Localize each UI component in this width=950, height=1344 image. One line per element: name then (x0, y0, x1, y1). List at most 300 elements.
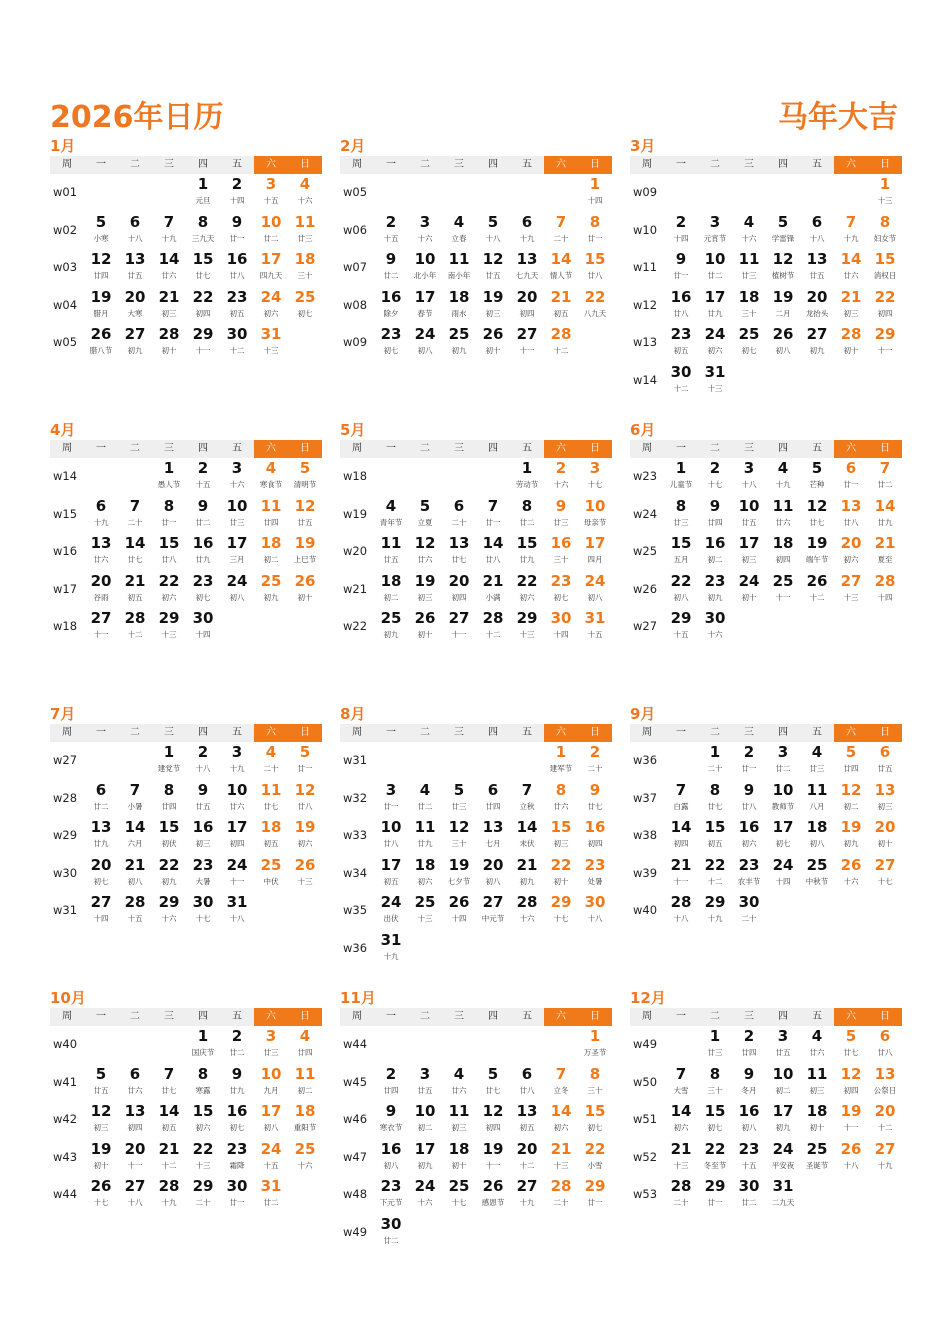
day-number: 31 (260, 1177, 282, 1196)
day-cell (408, 780, 442, 818)
weekday-label: 日 (578, 724, 612, 742)
day-number: 20 (90, 571, 112, 590)
weekday-label: 日 (868, 724, 902, 742)
day-number: 24 (414, 1177, 436, 1196)
day-cell (442, 1139, 476, 1177)
day-cell (118, 533, 152, 571)
day-cell (118, 892, 152, 930)
day-number: 2 (231, 1027, 243, 1045)
day-cell (578, 742, 612, 780)
lunar-label: 廿三 (741, 271, 757, 281)
day-cell (442, 287, 476, 325)
week-row (630, 287, 902, 325)
lunar-label: 五月 (673, 555, 689, 565)
day-number: 27 (516, 1177, 538, 1196)
day-cell (766, 496, 800, 534)
day-number: 22 (192, 287, 214, 306)
lunar-label: 十一 (775, 592, 791, 602)
weekday-label: 日 (868, 440, 902, 458)
week-number: w40 (633, 903, 658, 918)
day-number: 26 (806, 571, 828, 590)
month-title: 4月 (50, 421, 76, 439)
lunar-label: 二十 (741, 914, 757, 924)
lunar-label: 初九 (843, 839, 859, 849)
day-number: 7 (845, 212, 857, 231)
day-number: 6 (521, 1064, 533, 1083)
month-title: 1月 (50, 137, 76, 155)
weekday-label: 一 (386, 159, 396, 170)
lunar-label: 芒种 (809, 480, 825, 489)
weekday-label: 三 (164, 443, 174, 454)
day-number: 7 (129, 780, 141, 799)
day-number: 7 (163, 1064, 175, 1083)
month-block (340, 420, 612, 646)
week-row (50, 1026, 322, 1064)
lunar-label: 十二 (707, 876, 723, 886)
lunar-label: 廿六 (93, 555, 109, 565)
day-number: 17 (226, 818, 248, 837)
day-number: 31 (226, 893, 248, 912)
lunar-label: 中伏 (263, 876, 279, 886)
week-row (630, 1176, 902, 1214)
lunar-label: 十八 (587, 914, 603, 924)
week-row (340, 571, 612, 609)
lunar-label: 八月 (809, 801, 825, 811)
lunar-label: 十三 (843, 592, 859, 602)
lunar-label: 初十 (161, 346, 177, 356)
empty-day-cell (544, 1214, 578, 1252)
day-cell (868, 1064, 902, 1102)
week-row (50, 1101, 322, 1139)
day-number: 4 (265, 459, 277, 477)
lunar-label: 廿一 (229, 233, 245, 243)
day-cell (152, 817, 186, 855)
day-number: 23 (584, 855, 606, 874)
day-number: 5 (299, 459, 311, 477)
day-number: 14 (670, 818, 692, 837)
day-number: 26 (448, 893, 470, 912)
lunar-label: 建党节 (157, 764, 181, 773)
week-row (50, 608, 322, 646)
lunar-label: 初四 (587, 839, 603, 849)
weekday-label: 四 (778, 443, 788, 454)
day-number: 13 (516, 1102, 538, 1121)
empty-day-cell (868, 892, 902, 930)
day-cell (800, 1139, 834, 1177)
day-cell (84, 780, 118, 818)
day-number: 18 (448, 1139, 470, 1158)
day-number: 28 (550, 325, 572, 344)
week-number: w14 (53, 469, 78, 483)
lunar-label: 廿四 (843, 764, 859, 773)
day-cell (186, 249, 220, 287)
day-cell (288, 571, 322, 609)
day-cell (578, 608, 612, 646)
day-number: 14 (670, 1102, 692, 1121)
day-number: 23 (380, 325, 402, 344)
week-number: w17 (53, 581, 78, 596)
weekday-label: 三 (454, 159, 464, 170)
lunar-label: 廿二 (383, 1235, 399, 1245)
lunar-label: 十六 (229, 480, 245, 489)
day-number: 16 (380, 1139, 402, 1158)
day-cell (118, 324, 152, 362)
lunar-label: 八九天 (583, 308, 607, 318)
weekday-label: 六 (254, 724, 288, 742)
day-cell (732, 458, 766, 496)
day-cell (664, 780, 698, 818)
lunar-label: 十二 (877, 1123, 893, 1133)
day-cell (152, 571, 186, 609)
empty-day-cell (578, 930, 612, 968)
day-number: 21 (550, 1139, 572, 1158)
day-number: 20 (124, 287, 146, 306)
day-number: 8 (589, 212, 601, 231)
week-number: w21 (343, 581, 368, 596)
day-cell (442, 1064, 476, 1102)
day-number: 2 (709, 459, 721, 477)
lunar-label: 廿七 (127, 555, 143, 565)
day-number: 30 (380, 1214, 402, 1233)
day-number: 21 (516, 855, 538, 874)
day-cell (664, 496, 698, 534)
lunar-label: 二十 (707, 764, 723, 773)
day-number: 29 (158, 609, 180, 628)
week-row (630, 608, 902, 646)
day-cell (220, 212, 254, 250)
lunar-label: 廿八 (519, 1085, 535, 1095)
day-cell (510, 324, 544, 362)
day-number: 7 (675, 1064, 687, 1083)
month-block (630, 420, 902, 646)
lunar-label: 初九 (775, 1123, 791, 1133)
weekday-label: 三 (164, 159, 174, 170)
day-number: 26 (90, 1177, 112, 1196)
weekday-label: 一 (96, 1011, 106, 1022)
day-number: 25 (294, 287, 316, 306)
day-cell (834, 496, 868, 534)
lunar-label: 初八 (417, 346, 433, 356)
day-number: 1 (879, 175, 891, 193)
lunar-label: 廿一 (383, 801, 399, 811)
weekday-header (630, 156, 902, 174)
day-cell (288, 855, 322, 893)
day-number: 19 (448, 855, 470, 874)
day-number: 16 (738, 818, 760, 837)
day-cell (442, 608, 476, 646)
empty-day-cell (442, 930, 476, 968)
day-cell (374, 608, 408, 646)
lunar-label: 十七 (553, 914, 569, 924)
lunar-label: 十三 (297, 876, 313, 886)
day-cell (834, 1026, 868, 1064)
week-number: w25 (633, 544, 658, 559)
day-number: 26 (294, 855, 316, 874)
day-number: 19 (90, 287, 112, 306)
day-number: 31 (260, 325, 282, 344)
week-row (50, 174, 322, 212)
day-cell (442, 324, 476, 362)
lunar-label: 大暑 (195, 876, 211, 886)
day-cell (834, 287, 868, 325)
lunar-label: 夏至 (877, 555, 893, 565)
day-number: 9 (231, 212, 243, 231)
lunar-label: 初三 (877, 801, 893, 811)
day-number: 28 (124, 609, 146, 628)
day-number: 5 (487, 212, 499, 231)
day-cell (408, 855, 442, 893)
day-number: 10 (226, 496, 248, 515)
day-cell (868, 212, 902, 250)
lunar-label: 廿二 (707, 271, 723, 281)
lunar-label: 廿七 (587, 801, 603, 811)
lunar-label: 廿七 (843, 1048, 859, 1057)
day-number: 25 (294, 1139, 316, 1158)
lunar-label: 十四 (877, 592, 893, 602)
day-cell (868, 287, 902, 325)
day-cell (152, 287, 186, 325)
day-number: 23 (670, 325, 692, 344)
day-number: 5 (845, 743, 857, 761)
day-number: 10 (704, 250, 726, 269)
day-number: 18 (806, 818, 828, 837)
day-cell (510, 496, 544, 534)
lunar-label: 初九 (809, 346, 825, 356)
lunar-label: 初四 (195, 308, 211, 318)
week-row (50, 496, 322, 534)
day-number: 10 (380, 818, 402, 837)
day-number: 25 (414, 893, 436, 912)
day-number: 13 (124, 1102, 146, 1121)
day-number: 3 (265, 1027, 277, 1045)
day-number: 1 (555, 743, 567, 761)
day-cell (834, 571, 868, 609)
week-row (50, 1176, 322, 1214)
weekday-label: 三 (744, 443, 754, 454)
day-number: 11 (806, 1064, 828, 1083)
week-row (340, 533, 612, 571)
day-cell (834, 817, 868, 855)
day-cell (186, 174, 220, 212)
day-number: 2 (555, 459, 567, 477)
lunar-label: 廿八 (383, 839, 399, 849)
day-number: 5 (299, 743, 311, 761)
lunar-label: 二九天 (771, 1198, 795, 1208)
lunar-label: 初二 (417, 1123, 433, 1133)
day-number: 24 (260, 1139, 282, 1158)
lunar-label: 二十 (587, 764, 603, 773)
empty-day-cell (408, 458, 442, 496)
day-cell (578, 174, 612, 212)
day-number: 14 (124, 534, 146, 553)
day-number: 17 (704, 287, 726, 306)
day-cell (510, 855, 544, 893)
lunar-label: 初三 (93, 1123, 109, 1133)
day-cell (732, 780, 766, 818)
lunar-label: 初七 (383, 346, 399, 356)
day-number: 22 (158, 571, 180, 590)
weekday-label: 日 (578, 1008, 612, 1026)
empty-day-cell (766, 892, 800, 930)
day-cell (732, 892, 766, 930)
lunar-label: 初四 (775, 555, 791, 565)
lunar-label: 十七 (877, 876, 893, 886)
lunar-label: 愚人节 (157, 480, 181, 489)
day-cell (766, 249, 800, 287)
day-number: 30 (550, 609, 572, 628)
day-cell (254, 1064, 288, 1102)
day-cell (288, 1139, 322, 1177)
lunar-label: 初七 (741, 346, 757, 356)
day-cell (288, 174, 322, 212)
day-cell (544, 742, 578, 780)
empty-day-cell (288, 1176, 322, 1214)
day-number: 31 (704, 362, 726, 381)
lunar-label: 妇女节 (873, 233, 897, 243)
week-number: w05 (53, 335, 78, 350)
empty-day-cell (84, 458, 118, 496)
lunar-label: 初三 (161, 308, 177, 318)
day-cell (664, 571, 698, 609)
week-number: w09 (633, 185, 658, 199)
lunar-label: 初三 (553, 839, 569, 849)
weekday-label: 二 (420, 159, 430, 170)
day-cell (442, 817, 476, 855)
day-number: 13 (90, 534, 112, 553)
day-cell (766, 855, 800, 893)
day-number: 30 (738, 893, 760, 912)
day-cell (766, 1064, 800, 1102)
lunar-label: 初三 (809, 1085, 825, 1095)
day-cell (868, 571, 902, 609)
day-number: 26 (482, 325, 504, 344)
day-cell (220, 249, 254, 287)
day-number: 19 (294, 818, 316, 837)
empty-day-cell (374, 174, 408, 212)
week-row (630, 571, 902, 609)
day-cell (476, 571, 510, 609)
lunar-label: 十一 (673, 876, 689, 886)
lunar-label: 初九 (161, 876, 177, 886)
day-cell (510, 892, 544, 930)
week-row (630, 212, 902, 250)
day-number: 24 (414, 325, 436, 344)
day-cell (664, 1176, 698, 1214)
day-number: 21 (158, 1139, 180, 1158)
day-number: 27 (840, 571, 862, 590)
day-cell (220, 1139, 254, 1177)
lunar-label: 二十 (263, 764, 279, 773)
day-cell (868, 533, 902, 571)
lunar-label: 十五 (263, 1160, 279, 1170)
day-number: 21 (670, 855, 692, 874)
day-cell (476, 1176, 510, 1214)
lunar-label: 十一 (229, 876, 245, 886)
day-cell (544, 608, 578, 646)
page-motto: 马年大吉 (778, 100, 898, 135)
day-cell (152, 1101, 186, 1139)
empty-day-cell (510, 1214, 544, 1252)
day-number: 5 (95, 1064, 107, 1083)
lunar-label: 十二 (127, 630, 143, 640)
day-cell (118, 496, 152, 534)
lunar-label: 初四 (843, 1085, 859, 1095)
day-number: 24 (226, 855, 248, 874)
day-number: 24 (738, 571, 760, 590)
day-cell (442, 892, 476, 930)
lunar-label: 十九 (707, 914, 723, 924)
day-cell (220, 287, 254, 325)
lunar-label: 七夕节 (447, 876, 471, 886)
day-number: 22 (670, 571, 692, 590)
day-cell (510, 1139, 544, 1177)
lunar-label: 九月 (263, 1085, 279, 1095)
day-cell (220, 817, 254, 855)
day-number: 12 (448, 818, 470, 837)
lunar-label: 廿二 (877, 480, 893, 489)
day-cell (544, 1101, 578, 1139)
day-cell (544, 324, 578, 362)
day-cell (766, 780, 800, 818)
lunar-label: 植树节 (771, 271, 795, 281)
lunar-label: 初十 (485, 346, 501, 356)
day-cell (288, 780, 322, 818)
lunar-label: 廿二 (741, 1198, 757, 1208)
day-cell (84, 533, 118, 571)
day-number: 5 (419, 496, 431, 515)
lunar-label: 学雷锋 (771, 233, 795, 243)
day-number: 23 (704, 571, 726, 590)
day-number: 18 (738, 287, 760, 306)
day-number: 6 (811, 212, 823, 231)
week-number: w09 (343, 335, 368, 350)
day-cell (664, 817, 698, 855)
day-cell (118, 1064, 152, 1102)
day-cell (254, 817, 288, 855)
day-cell (800, 533, 834, 571)
lunar-label: 廿三 (229, 517, 245, 527)
day-cell (800, 742, 834, 780)
day-cell (186, 1176, 220, 1214)
lunar-label: 廿七 (195, 271, 211, 281)
week-number: w16 (53, 544, 78, 559)
day-cell (220, 742, 254, 780)
weekday-label: 五 (522, 159, 532, 170)
week-number: w51 (633, 1112, 658, 1127)
lunar-label: 立夏 (417, 517, 433, 527)
lunar-label: 廿一 (161, 517, 177, 527)
day-number: 25 (448, 325, 470, 344)
day-number: 27 (124, 325, 146, 344)
lunar-label: 初七 (229, 1123, 245, 1133)
day-cell (834, 855, 868, 893)
day-cell (476, 1139, 510, 1177)
lunar-label: 初八 (809, 839, 825, 849)
weekday-label: 二 (710, 159, 720, 170)
day-cell (476, 324, 510, 362)
lunar-label: 廿二 (775, 764, 791, 773)
day-cell (118, 608, 152, 646)
lunar-label: 廿九 (707, 308, 723, 318)
day-cell (698, 324, 732, 362)
lunar-label: 廿六 (553, 801, 569, 811)
day-cell (288, 742, 322, 780)
week-row (630, 892, 902, 930)
day-number: 25 (260, 571, 282, 590)
day-cell (186, 1139, 220, 1177)
lunar-label: 廿六 (229, 801, 245, 811)
day-number: 9 (197, 780, 209, 799)
